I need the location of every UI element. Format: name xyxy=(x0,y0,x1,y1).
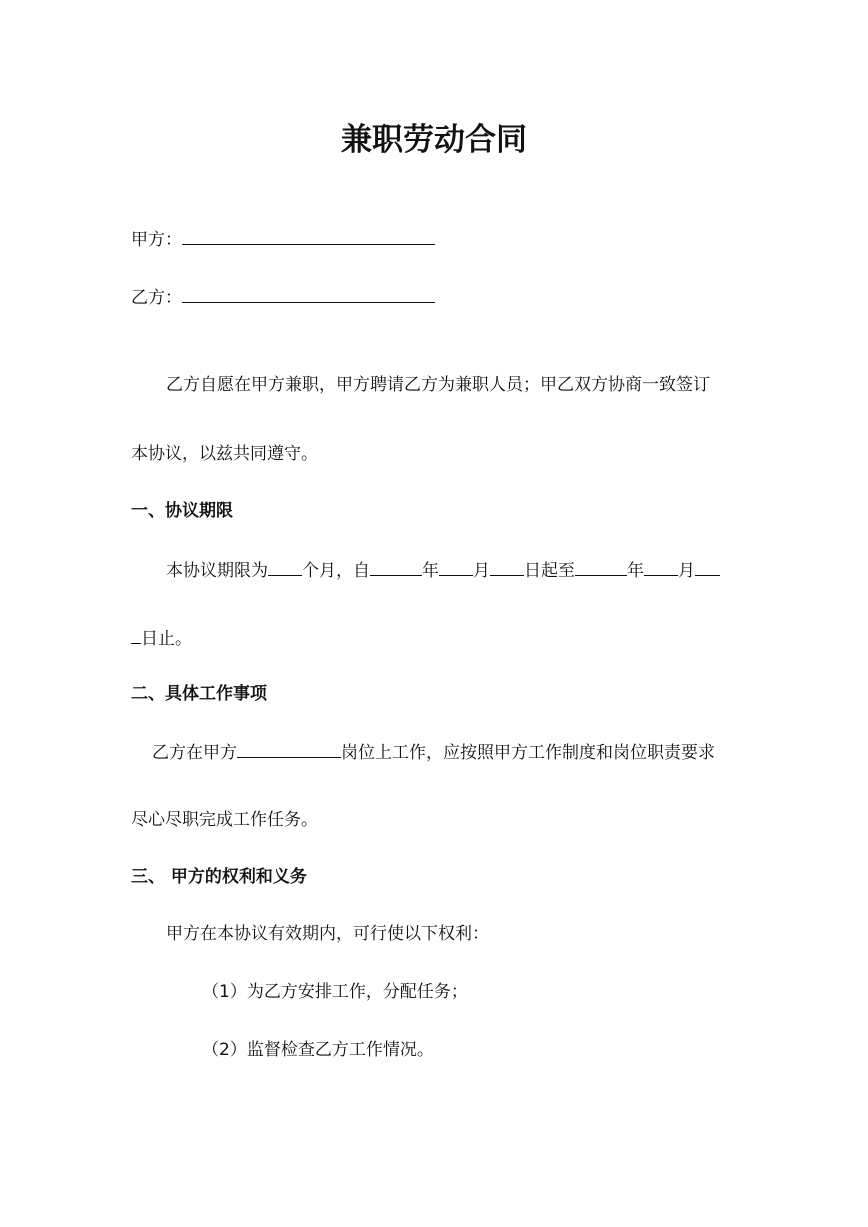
intro-paragraph-line2: 本协议，以兹共同遵守。 xyxy=(131,444,318,464)
end-day-blank-part2[interactable] xyxy=(131,626,141,644)
duty-text-2: 岗位上工作，应按照甲方工作制度和岗位职责要求 xyxy=(341,743,715,763)
term-text-6: 年 xyxy=(627,561,644,581)
party-b-line xyxy=(131,285,435,309)
section3-heading: 三、 甲方的权利和义务 xyxy=(131,867,307,887)
party-a-line xyxy=(131,227,435,251)
section3-intro: 甲方在本协议有效期内，可行使以下权利： xyxy=(166,924,489,944)
section1-term-continued xyxy=(131,626,192,650)
term-text-2: 个月，自 xyxy=(302,561,370,581)
term-text-5: 日起至 xyxy=(524,561,575,581)
intro-paragraph-line1: 乙方自愿在甲方兼职，甲方聘请乙方为兼职人员；甲乙双方协商一致签订 xyxy=(166,375,710,395)
term-end-text: 日止。 xyxy=(141,629,192,649)
party-a-blank[interactable] xyxy=(182,227,435,245)
months-blank[interactable] xyxy=(268,558,302,576)
start-day-blank[interactable] xyxy=(490,558,524,576)
party-b-label: 乙方： xyxy=(131,288,182,308)
end-day-blank-part1[interactable] xyxy=(695,558,720,576)
end-year-blank[interactable] xyxy=(575,558,627,576)
section2-duty-line2: 尽心尽职完成工作任务。 xyxy=(131,810,318,830)
term-text-7: 月 xyxy=(678,561,695,581)
start-month-blank[interactable] xyxy=(439,558,473,576)
section1-heading: 一、协议期限 xyxy=(131,501,233,521)
section1-term-line xyxy=(166,558,720,582)
section3-item-1: （1）为乙方安排工作，分配任务； xyxy=(202,982,468,1002)
term-text-3: 年 xyxy=(422,561,439,581)
position-blank[interactable] xyxy=(237,740,341,758)
party-a-label: 甲方： xyxy=(131,230,182,250)
end-month-blank[interactable] xyxy=(644,558,678,576)
term-text-1: 本协议期限为 xyxy=(166,561,268,581)
term-text-4: 月 xyxy=(473,561,490,581)
duty-text-1: 乙方在甲方 xyxy=(152,743,237,763)
section2-duty-line1 xyxy=(152,740,715,764)
party-b-blank[interactable] xyxy=(182,285,435,303)
document-title: 兼职劳动合同 xyxy=(341,122,527,158)
section3-item-2: （2）监督检查乙方工作情况。 xyxy=(202,1040,434,1060)
start-year-blank[interactable] xyxy=(370,558,422,576)
section2-heading: 二、具体工作事项 xyxy=(131,684,267,704)
